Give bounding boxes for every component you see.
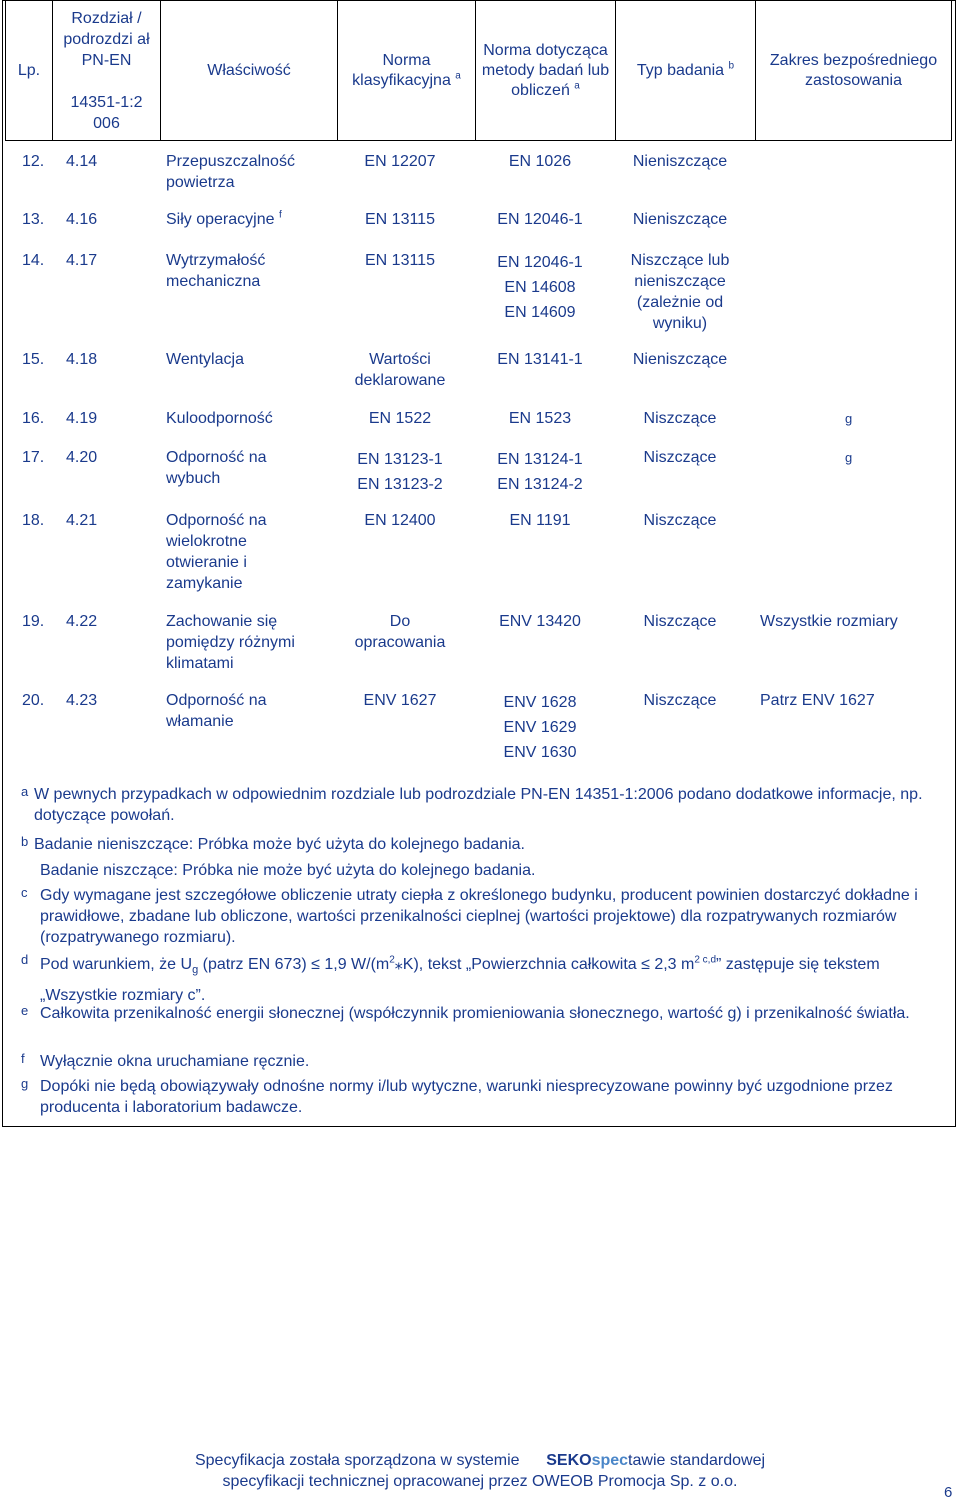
row-norm: ENV 1627 (363, 692, 437, 709)
row-lp: 16. (22, 410, 45, 427)
row-method: EN 1026 (508, 153, 572, 170)
row-section: 4.20 (66, 449, 98, 466)
row-test-type: Nieniszczące (632, 351, 728, 368)
row-method: EN 12046-1 (497, 211, 583, 228)
row-norm: EN 13115 (365, 211, 435, 228)
row-test-type: Nieniszczące (632, 153, 728, 170)
page-footer-line1: Specyfikacja została sporządzona w systemie SEKOspectawie standardowej (194, 1452, 766, 1469)
row-norm: EN 13123-1 EN 13123-2 (357, 451, 443, 493)
row-note-mark: g (845, 411, 853, 426)
header-scope: Zakres bezpośredniego zastosowania (756, 1, 952, 141)
row-norm: Do opracowania (354, 613, 446, 651)
row-test-type: Nieniszczące (632, 211, 728, 228)
row-lp: 12. (22, 153, 45, 170)
header-norm-method: Norma dotycząca metody badań lub obliczeń $^a$ (476, 1, 616, 141)
row-test-type: Niszczące lub nieniszczące (zależnie od wyniku) (630, 252, 730, 332)
row-property: Wytrzymałość mechaniczna (166, 252, 266, 290)
header-norm-class: Norma klasyfikacyjna $^a$ (338, 1, 476, 141)
row-property: Siły operacyjne $^f$ (166, 209, 282, 228)
row-note-mark: g (845, 450, 853, 465)
row-method: EN 12046-1 EN 14608 EN 14609 (497, 254, 583, 321)
row-property: Odporność na wybuch (166, 449, 267, 487)
header-property: Właściwość (161, 1, 338, 141)
row-test-type: Niszczące (643, 613, 717, 630)
row-section: 4.23 (66, 692, 98, 709)
row-lp: 18. (22, 512, 45, 529)
row-lp: 14. (22, 252, 45, 269)
row-method: EN 1191 (509, 512, 571, 529)
row-method: ENV 1628 ENV 1629 ENV 1630 (503, 694, 577, 761)
row-section: 4.14 (66, 153, 98, 170)
row-test-type: Niszczące (643, 449, 717, 466)
table-header (5, 0, 952, 141)
row-scope: Wszystkie rozmiary (760, 613, 898, 630)
header-section: Rozdział / podrozdzi ał PN-EN 14351-1:2 006 (53, 1, 161, 141)
row-lp: 19. (22, 613, 45, 630)
row-norm: EN 13115 (365, 252, 435, 269)
footnote-d-text: Pod warunkiem, że $U_g$ (patrz EN 673) ≤ 1,9 $W/(m^2⁎K)$, tekst „Powierzchnia całkowita ≤ 2,3 $m^{2 c,d}$” zastępuje się tekstem „Wszystkie rozmiary c”. (40, 954, 880, 1005)
row-lp: 20. (22, 692, 45, 709)
row-scope: Patrz ENV 1627 (760, 692, 875, 709)
row-lp: 15. (22, 351, 45, 368)
row-method: EN 13124-1 EN 13124-2 (497, 451, 583, 493)
row-method: ENV 13420 (499, 613, 581, 630)
row-property: Przepuszczalność powietrza (166, 153, 295, 191)
row-property: Kuloodporność (166, 410, 273, 427)
row-norm: EN 12207 (364, 153, 436, 170)
row-section: 4.17 (66, 252, 98, 269)
header-test-type: Typ badania $^b$ (616, 1, 756, 141)
row-norm: EN 1522 (368, 410, 432, 427)
row-property: Zachowanie się pomiędzy różnymi klimatami (166, 613, 295, 672)
row-method: EN 13141-1 (497, 351, 583, 368)
row-section: 4.21 (66, 512, 98, 529)
sekospec-logo: SEKOspec (546, 1452, 629, 1469)
row-norm: EN 12400 (364, 512, 436, 529)
row-section: 4.16 (66, 211, 98, 228)
page-number: 6 (944, 1484, 953, 1501)
page-footer-line2: specyfikacji technicznej opracowanej przez OWEOB Promocja Sp. z o.o. (222, 1473, 738, 1490)
row-norm: Wartości deklarowane (354, 351, 446, 389)
row-section: 4.18 (66, 351, 98, 368)
row-property: Odporność na wielokrotne otwieranie i zamykanie (166, 512, 267, 592)
row-section: 4.19 (66, 410, 98, 427)
row-test-type: Niszczące (643, 410, 717, 427)
row-section: 4.22 (66, 613, 98, 630)
row-method: EN 1523 (508, 410, 572, 427)
row-property: Wentylacja (166, 351, 244, 368)
row-lp: 13. (22, 211, 45, 228)
row-lp: 17. (22, 449, 45, 466)
row-test-type: Niszczące (643, 692, 717, 709)
row-test-type: Niszczące (643, 512, 717, 529)
row-property: Odporność na włamanie (166, 692, 267, 730)
header-lp: Lp. (6, 1, 53, 141)
